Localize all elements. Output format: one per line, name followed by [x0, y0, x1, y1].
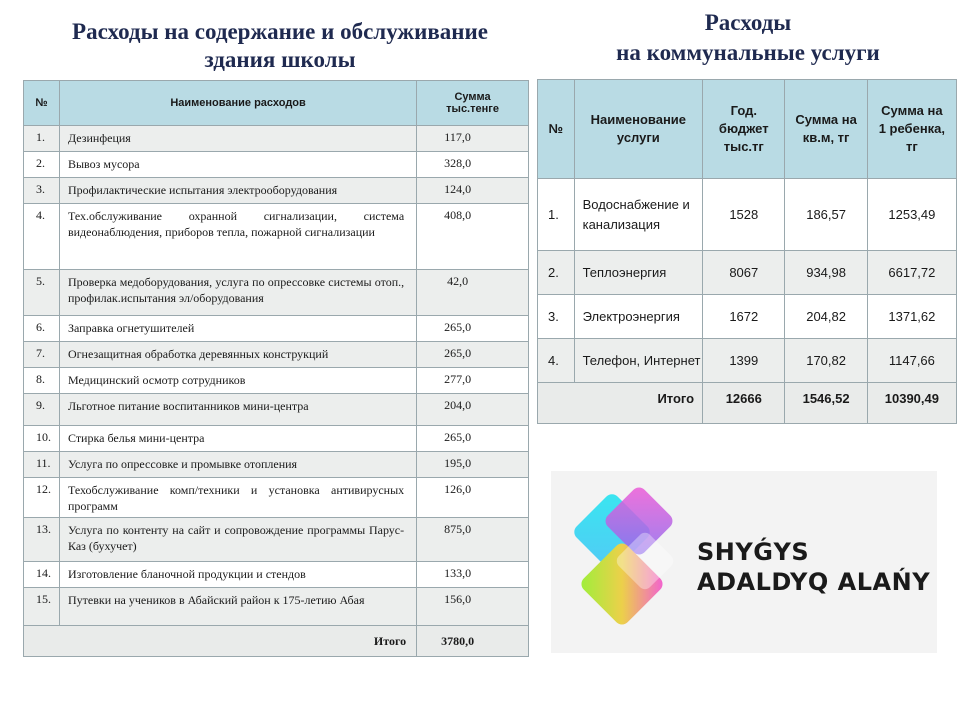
- header-name: Наименование расходов: [59, 81, 416, 126]
- row-name: Стирка белья мини-центра: [59, 426, 416, 452]
- table-row: [24, 178, 529, 204]
- table-row: [24, 152, 529, 178]
- table-row: [24, 394, 529, 426]
- row-number: 2.: [24, 152, 60, 178]
- row-name: Льготное питание воспитанников мини-центра: [59, 394, 416, 426]
- row-sum: 875,0: [417, 518, 529, 562]
- row-name: Огнезащитная обработка деревянных конструкций: [59, 342, 416, 368]
- logo-panel: [551, 471, 937, 653]
- table-row: [24, 270, 529, 316]
- logo-line-1: SHYǴYS: [697, 538, 810, 566]
- table-row: [24, 426, 529, 452]
- row-number: 5.: [24, 270, 60, 316]
- left-title-line-1: Расходы на содержание и обслуживание: [72, 19, 488, 44]
- row-number: 4.: [24, 204, 60, 270]
- table-header-row: [538, 80, 957, 179]
- row-name: Проверка медоборудования, услуга по опрессовке системы отоп., профилак.испытания эл/оборудования: [59, 270, 416, 316]
- row-per-sqm: 934,98: [785, 251, 867, 295]
- table-row: [24, 342, 529, 368]
- row-name: Изготовление бланочной продукции и стендов: [59, 562, 416, 588]
- row-number: 8.: [24, 368, 60, 394]
- row-name: Дезинфеция: [59, 126, 416, 152]
- row-number: 12.: [24, 478, 60, 518]
- logo-mark-icon: [561, 483, 691, 643]
- row-name: Путевки на учеников в Абайский район к 175-летию Абая: [59, 588, 416, 626]
- row-number: 7.: [24, 342, 60, 368]
- table-header-row: [24, 81, 529, 126]
- row-sum: 195,0: [417, 452, 529, 478]
- total-per-child: 10390,49: [867, 383, 956, 424]
- total-row: [24, 626, 529, 657]
- row-number: 15.: [24, 588, 60, 626]
- header-num: №: [24, 81, 60, 126]
- row-name: Вывоз мусора: [59, 152, 416, 178]
- header-sum-label: Сумма тыс.тенге: [446, 91, 499, 115]
- row-name: Услуга по контенту на сайт и сопровождение программы Парус-Каз (бухучет): [59, 518, 416, 562]
- header-per-sqm: Сумма на кв.м, тг: [785, 80, 867, 179]
- row-budget: 1399: [703, 339, 785, 383]
- utilities-table: [537, 79, 957, 424]
- total-label: Итого: [538, 383, 703, 424]
- header-sum: [417, 81, 529, 126]
- row-name: Медицинский осмотр сотрудников: [59, 368, 416, 394]
- maintenance-expenses-table: [23, 80, 529, 657]
- row-name: Техобслуживание комп/техники и установка антивирусных программ: [59, 478, 416, 518]
- row-name: Теплоэнергия: [574, 251, 703, 295]
- table-row: [24, 588, 529, 626]
- row-number: 6.: [24, 316, 60, 342]
- row-sum: 408,0: [417, 204, 529, 270]
- row-per-child: 1371,62: [867, 295, 956, 339]
- row-name: Профилактические испытания электрооборудования: [59, 178, 416, 204]
- row-sum: 265,0: [417, 426, 529, 452]
- row-sum: 133,0: [417, 562, 529, 588]
- row-sum: 328,0: [417, 152, 529, 178]
- table-row: [538, 339, 957, 383]
- table-row: [24, 562, 529, 588]
- row-name: Водоснабжение и канализация: [574, 179, 703, 251]
- row-sum: 265,0: [417, 316, 529, 342]
- table-row: [24, 452, 529, 478]
- row-number: 13.: [24, 518, 60, 562]
- total-sum: 3780,0: [417, 626, 529, 657]
- right-title: [538, 8, 958, 68]
- row-sum: 42,0: [417, 270, 529, 316]
- header-num: №: [538, 80, 575, 179]
- row-per-child: 1147,66: [867, 339, 956, 383]
- table-row: [538, 295, 957, 339]
- row-number: 1.: [538, 179, 575, 251]
- row-number: 3.: [24, 178, 60, 204]
- logo-line-2: ADALDYQ ALAŃY: [697, 568, 931, 596]
- table-row: [24, 126, 529, 152]
- row-sum: 265,0: [417, 342, 529, 368]
- row-number: 2.: [538, 251, 575, 295]
- logo-wordmark: [697, 537, 930, 597]
- row-budget: 1528: [703, 179, 785, 251]
- header-per-child: Сумма на 1 ребенка, тг: [867, 80, 956, 179]
- row-per-sqm: 204,82: [785, 295, 867, 339]
- row-budget: 8067: [703, 251, 785, 295]
- table-row: [24, 368, 529, 394]
- row-number: 9.: [24, 394, 60, 426]
- table-row: [24, 518, 529, 562]
- row-name: Заправка огнетушителей: [59, 316, 416, 342]
- row-number: 10.: [24, 426, 60, 452]
- right-title-line-1: Расходы: [704, 10, 792, 35]
- row-number: 3.: [538, 295, 575, 339]
- row-per-child: 6617,72: [867, 251, 956, 295]
- row-sum: 126,0: [417, 478, 529, 518]
- row-per-sqm: 170,82: [785, 339, 867, 383]
- total-label: Итого: [24, 626, 417, 657]
- row-number: 14.: [24, 562, 60, 588]
- row-name: Электроэнергия: [574, 295, 703, 339]
- table-row: [538, 251, 957, 295]
- row-name: Услуга по опрессовке и промывке отопления: [59, 452, 416, 478]
- right-title-line-2: на коммунальные услуги: [616, 40, 880, 65]
- total-per-sqm: 1546,52: [785, 383, 867, 424]
- row-sum: 156,0: [417, 588, 529, 626]
- row-number: 11.: [24, 452, 60, 478]
- row-sum: 124,0: [417, 178, 529, 204]
- row-sum: 117,0: [417, 126, 529, 152]
- total-budget: 12666: [703, 383, 785, 424]
- row-name: Телефон, Интернет: [574, 339, 703, 383]
- table-row: [538, 179, 957, 251]
- header-budget: Год. бюджет тыс.тг: [703, 80, 785, 179]
- row-per-sqm: 186,57: [785, 179, 867, 251]
- table-row: [24, 316, 529, 342]
- header-name: Наименование услуги: [574, 80, 703, 179]
- row-per-child: 1253,49: [867, 179, 956, 251]
- row-sum: 204,0: [417, 394, 529, 426]
- table-row: [24, 204, 529, 270]
- left-title-line-2: здания школы: [204, 47, 356, 72]
- row-sum: 277,0: [417, 368, 529, 394]
- total-row: [538, 383, 957, 424]
- table-row: [24, 478, 529, 518]
- row-number: 1.: [24, 126, 60, 152]
- row-number: 4.: [538, 339, 575, 383]
- left-title: [30, 18, 530, 74]
- row-budget: 1672: [703, 295, 785, 339]
- row-name: Тех.обслуживание охранной сигнализации, система видеонаблюдения, приборов тепла, пожарной сигнализации: [59, 204, 416, 270]
